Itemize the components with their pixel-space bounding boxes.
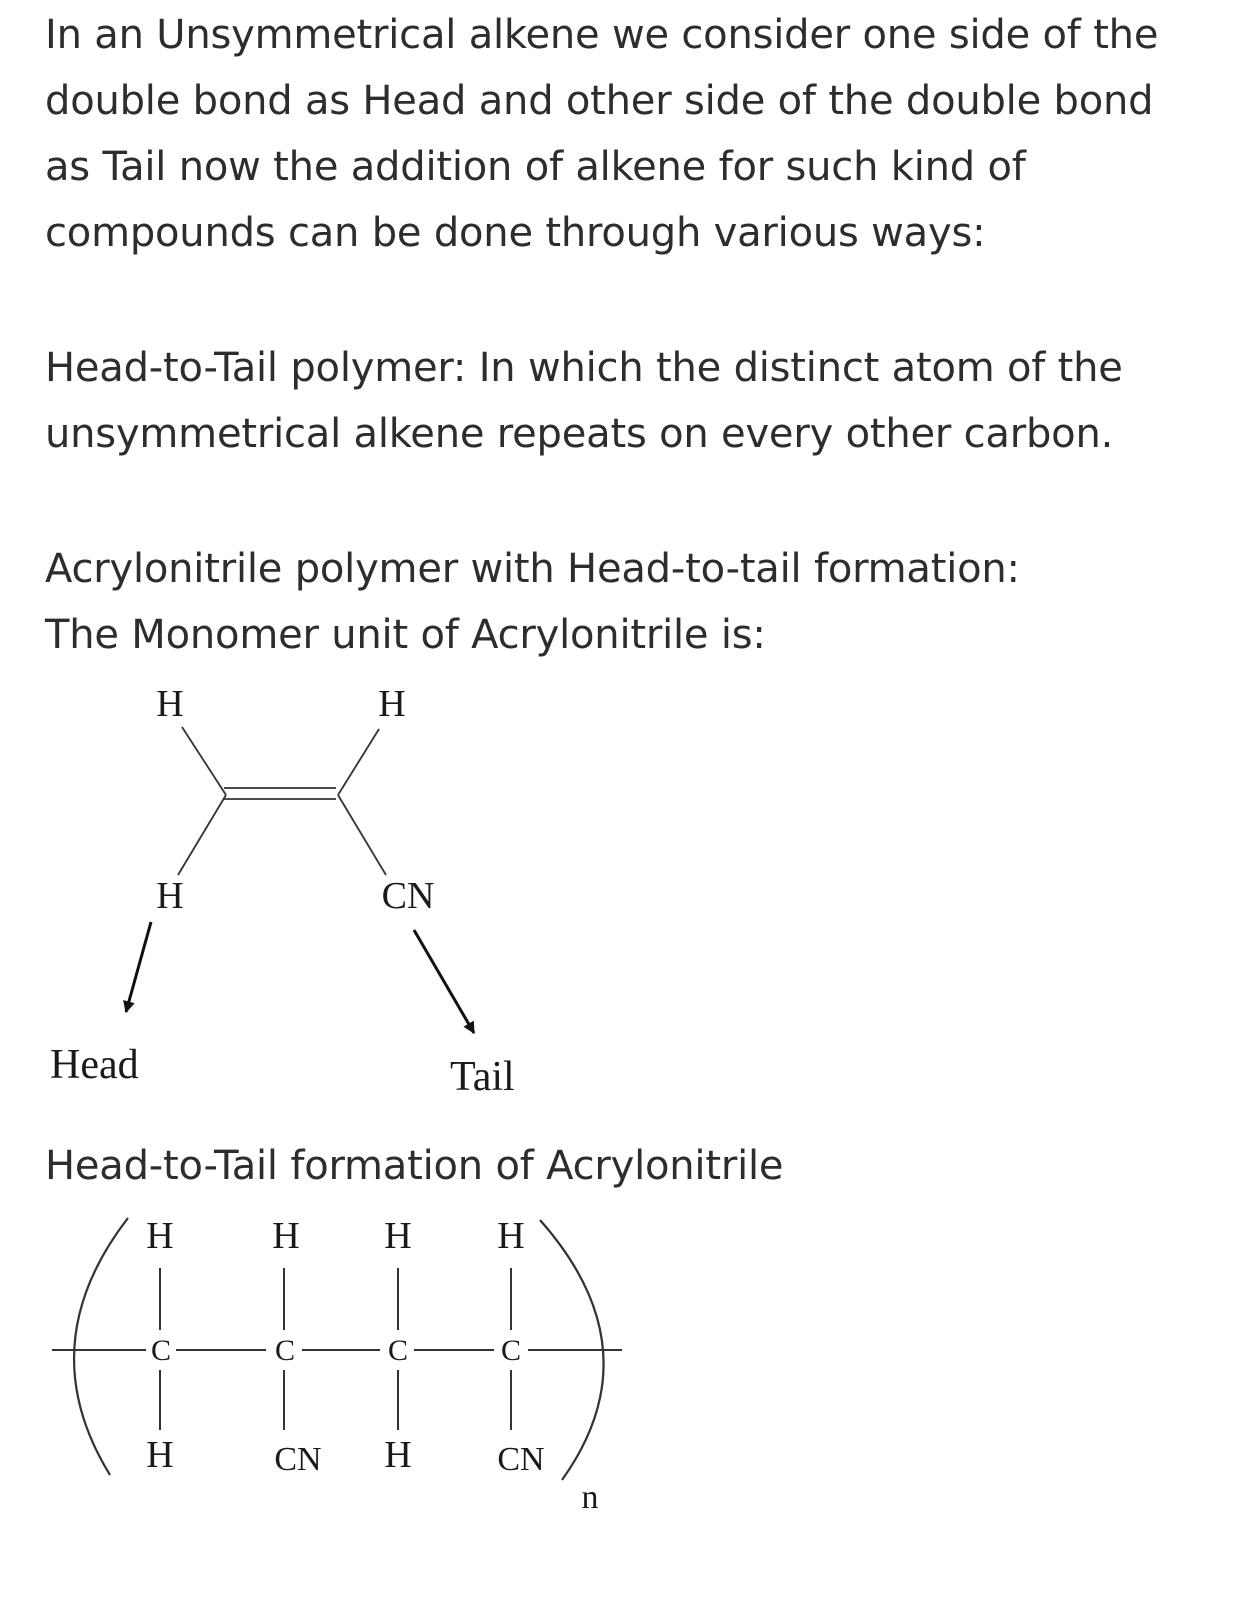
polymer-top-atom: H [272, 1215, 300, 1257]
monomer-bottom-cn: CN [381, 875, 435, 917]
monomer-structure [50, 683, 515, 1100]
bond-top-left [182, 727, 226, 795]
polymer-subscript-n: n [581, 1479, 599, 1516]
bond-bottom-right [338, 795, 386, 875]
monomer-top-right-h: H [378, 683, 406, 725]
formation-caption: Head-to-Tail formation of Acrylonitrile [45, 1143, 784, 1189]
monomer-top-left-h: H [156, 683, 184, 725]
polymer-bottom-atom: CN [497, 1441, 545, 1478]
monomer-caption: The Monomer unit of Acrylonitrile is: [45, 612, 766, 658]
bond-top-right [338, 729, 379, 795]
polymer-carbon: C [500, 1334, 522, 1367]
intro-paragraph: In an Unsymmetrical alkene we consider one side of the double bond as Head and other side of the double bond as Tail now the addition of alkene for such kind of compounds can be done through various ways: [45, 12, 1159, 256]
acrylonitrile-title: Acrylonitrile polymer with Head-to-tail formation: [45, 546, 1020, 592]
polymer-top-atom: H [384, 1215, 412, 1257]
tail-label: Tail [450, 1054, 515, 1100]
bond-bottom-left [178, 795, 226, 875]
polymer-carbon: C [274, 1334, 296, 1367]
head-arrow [126, 922, 151, 1012]
polymer-top-atom: H [146, 1215, 174, 1257]
polymer-top-atom: H [497, 1215, 525, 1257]
polymer-bottom-atom: CN [274, 1441, 322, 1478]
left-bracket [74, 1218, 128, 1475]
monomer-bottom-left-h: H [156, 875, 184, 917]
polymer-carbon: C [150, 1334, 172, 1367]
polymer-bottom-atom: H [384, 1434, 412, 1476]
tail-arrow [414, 930, 474, 1033]
head-to-tail-definition: Head-to-Tail polymer: In which the distinct atom of the unsymmetrical alkene repeats on every other carbon. [45, 345, 1123, 457]
head-label: Head [50, 1042, 139, 1088]
polymer-bottom-atom: H [146, 1434, 174, 1476]
polymer-carbon: C [387, 1334, 409, 1367]
polymer-structure [52, 1215, 622, 1516]
